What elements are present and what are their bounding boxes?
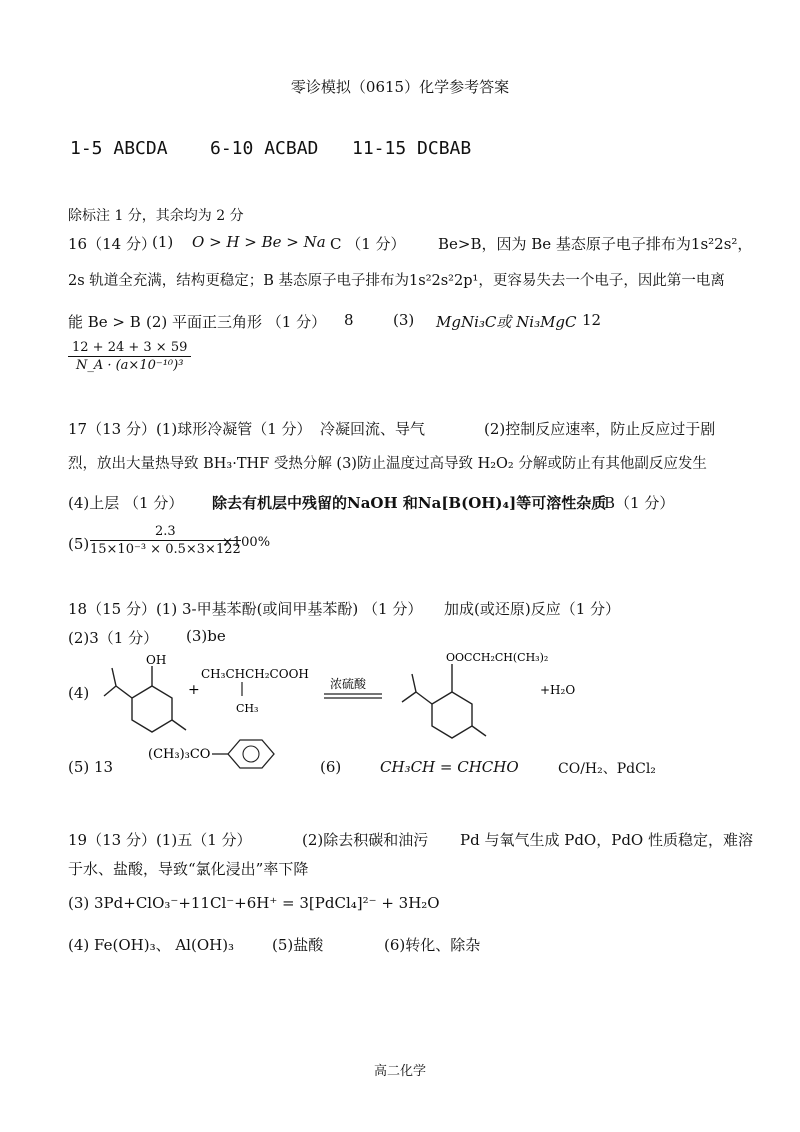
q18-p5: (5) 13 [68, 758, 114, 776]
q16-fraction [68, 340, 191, 373]
q16-order: O > H > Be > Na [192, 233, 326, 251]
q16-p1: (1) [152, 233, 174, 251]
q16-frac-den: N_A · (a×10⁻¹⁰)³ [75, 358, 184, 373]
q19-line1a: 19（13 分）(1)五（1 分） [68, 831, 252, 849]
q19-line2: 于水、盐酸，导致“氯化浸出”率下降 [68, 860, 309, 878]
answer-group-1: 1-5 ABCDA [70, 138, 168, 159]
q18-p4: (4) [68, 684, 90, 702]
q16-be-b: Be>B，因为 Be 基态原子电子排布为1s²2s²， [438, 235, 753, 253]
q17-line3a: (4)上层 （1 分） [68, 494, 184, 512]
q16-p3: (3) [393, 311, 415, 329]
q17-frac-den: 15×10⁻³ × 0.5×3×122 [90, 542, 241, 557]
q19-line4c: (6)转化、除杂 [384, 936, 481, 954]
plus-sign: + [188, 682, 200, 698]
q17-suffix: ×100% [222, 535, 271, 550]
q16-frac-num: 12 + 24 + 3 × 59 [68, 340, 191, 357]
q17-fraction [90, 524, 241, 557]
q16-line2: 2s 轨道全充满，结构更稳定；B 基态原子电子排布为1s²2s²2p¹，更容易失去一个电子，因此第一电离 [68, 273, 725, 289]
water-product: +H₂O [540, 683, 576, 697]
q17-line2: 烈，放出大量热导致 BH₃·THF 受热分解 (3)防止温度过高导致 H₂O₂ 分解或防止有其他副反应发生 [68, 456, 707, 472]
q16-p2: (2) 平面正三角形 （1 分） [146, 313, 327, 331]
benzene-ring [228, 740, 274, 768]
acid-methyl: CH₃ [236, 702, 259, 715]
q17-line3c: B（1 分） [604, 494, 675, 512]
q18-cond: CO/H₂、PdCl₂ [558, 761, 656, 777]
q19-line4a: (4) Fe(OH)₃、 Al(OH)₃ [68, 936, 235, 954]
acid-formula: CH₃CHCH₂COOH [201, 667, 309, 681]
q16-n8: 8 [344, 311, 354, 329]
q18-line2a: (2)3（1 分） [68, 629, 159, 647]
oh-label: OH [146, 653, 167, 667]
q19-line1b: (2)除去积碳和油污 [302, 831, 429, 849]
q18-p6: (6) [320, 758, 342, 776]
q19-line4b: (5)盐酸 [272, 936, 324, 954]
q17-p5: (5) [68, 535, 90, 553]
menthol-structure [104, 666, 186, 732]
q16-line3a: 能 Be > B [68, 313, 141, 331]
ester-formula: OOCCH₂CH(CH₃)₂ [446, 651, 549, 664]
q18-tbu-phenyl [148, 736, 288, 786]
q17-line1c: (2)控制反应速率，防止反应过于剧 [484, 420, 716, 438]
q16-head: 16（14 分） [68, 235, 156, 253]
ester-structure [402, 664, 486, 738]
q19-line1c: Pd 与氧气生成 PdO，PdO 性质稳定，难溶 [460, 831, 753, 849]
q16-formula: MgNi₃C或 Ni₃MgC [436, 313, 577, 331]
q16-c: C （1 分） [330, 235, 406, 253]
reagent-label: 浓硫酸 [330, 677, 367, 691]
q17-line3b: 除去有机层中残留的NaOH 和Na[B(OH)₄]等可溶性杂质 [212, 494, 607, 512]
choice-answers [70, 138, 471, 159]
scoring-note: 除标注 1 分，其余均为 2 分 [68, 208, 244, 224]
page-title: 零诊模拟（0615）化学参考答案 [290, 78, 510, 96]
q18-line2b: (3)be [186, 627, 226, 645]
q19-line3: (3) 3Pd+ClO₃⁻+11Cl⁻+6H⁺ = 3[PdCl₄]²⁻ + 3H₂O [68, 894, 440, 912]
tbu-label: (CH₃)₃CO [148, 747, 211, 762]
q17-line1a: 17（13 分）(1)球形冷凝管（1 分） [68, 420, 312, 438]
answer-group-2: 6-10 ACBAD [210, 138, 319, 159]
q17-frac-num: 2.3 [90, 524, 241, 541]
q17-line1b: 冷凝回流、导气 [320, 420, 426, 438]
q18-line1b: 加成(或还原)反应（1 分） [444, 600, 621, 618]
q18-line1a: 18（15 分）(1) 3-甲基苯酚(或间甲基苯酚) （1 分） [68, 600, 423, 618]
q18-aldehyde: CH₃CH = CHCHO [380, 758, 519, 776]
q16-n12: 12 [582, 311, 602, 329]
page-footer: 高二化学 [373, 1064, 426, 1079]
answer-group-3: 11-15 DCBAB [352, 138, 472, 159]
